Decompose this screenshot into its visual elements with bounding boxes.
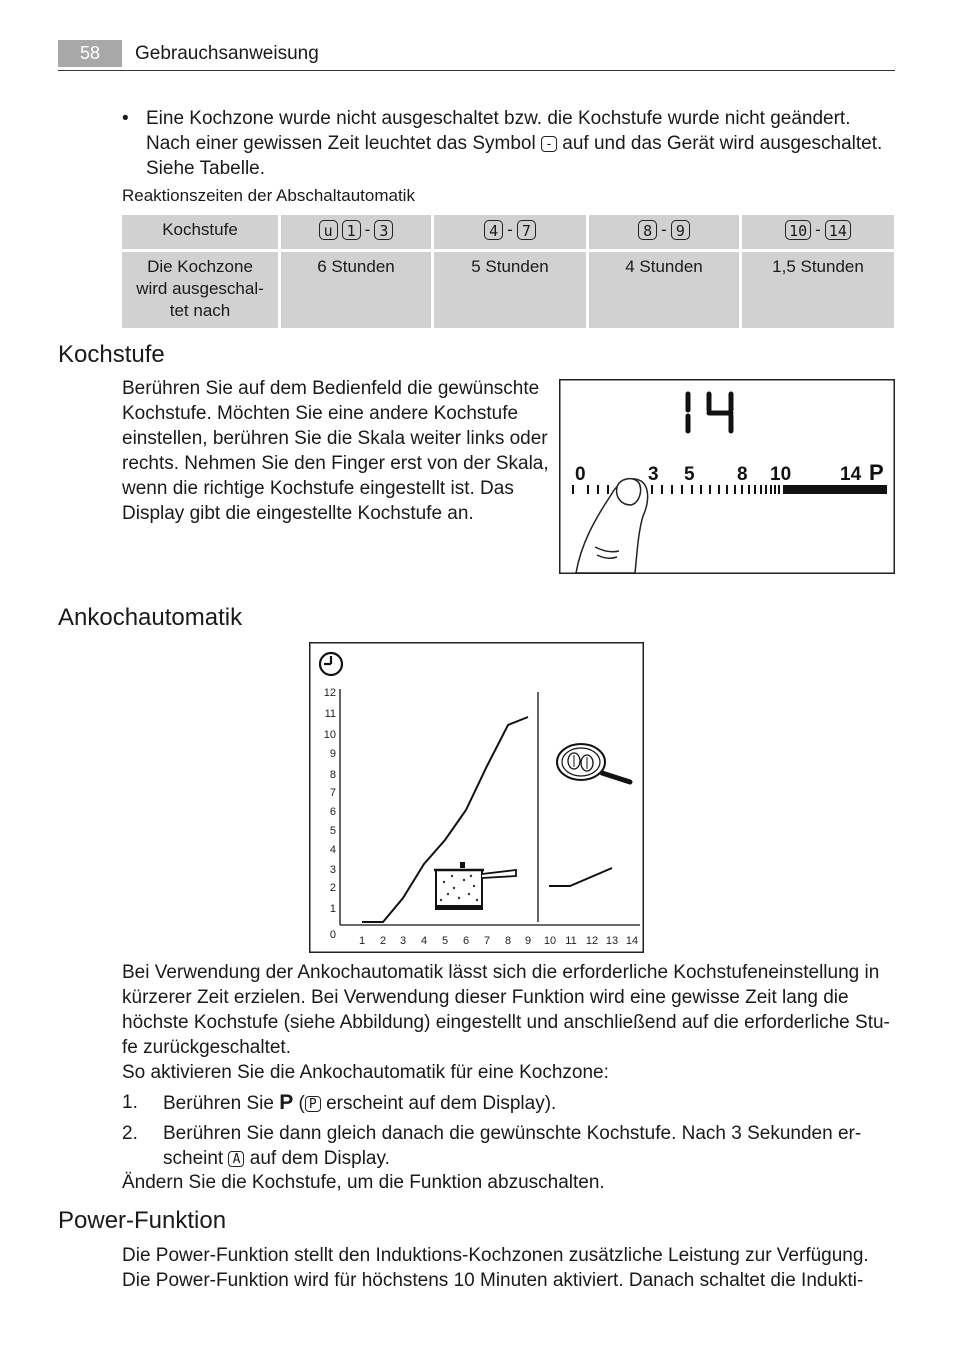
level-symbol-icon: 9	[671, 220, 690, 240]
level-symbol-icon: 10	[785, 220, 811, 240]
intro-line-3: Siehe Tabelle.	[146, 158, 266, 179]
power-paragraph	[122, 1243, 897, 1293]
y-tick: 0	[329, 929, 336, 941]
paragraph-line: Die Power-Funktion stellt den Induktions-Kochzonen zusätzliche Leistung zur Verfügung.	[122, 1245, 869, 1266]
table-cell-value: 1,5 Stunden	[742, 252, 894, 328]
section-heading-kochstufe: Kochstufe	[58, 341, 165, 368]
paragraph-line: Display gibt die eingestellte Kochstufe an.	[122, 503, 474, 524]
x-tick: 13	[605, 935, 619, 947]
step-1-part: erscheint auf dem Display).	[326, 1093, 557, 1114]
scale-label: 3	[648, 464, 659, 485]
level-symbol-icon: 1	[342, 220, 361, 240]
x-tick: 9	[524, 935, 532, 947]
paragraph-line: Die Power-Funktion wird für höchstens 10 Minuten aktiviert. Danach schaltet die Indukti-	[122, 1270, 864, 1291]
level-symbol-icon: 4	[484, 220, 503, 240]
table-header-col-1	[281, 215, 431, 249]
paragraph-line: Kochstufe. Möchten Sie eine andere Kochstufe	[122, 403, 519, 424]
scale-label: 14	[840, 464, 862, 485]
page-number: 58	[58, 40, 122, 67]
paragraph-line: fe zurückgeschaltet.	[122, 1037, 291, 1058]
step-2-line	[163, 1146, 893, 1171]
x-tick: 3	[399, 935, 407, 947]
step-1-part: Berühren Sie	[163, 1093, 274, 1114]
paragraph-line: rechts. Nehmen Sie den Finger erst von der Skala,	[122, 453, 549, 474]
row-label-line: Die Kochzone	[147, 257, 253, 276]
table-cell-value: 6 Stunden	[281, 252, 431, 328]
level-symbol-icon: 3	[374, 220, 393, 240]
running-header-title: Gebrauchsanweisung	[135, 43, 319, 64]
p-display-symbol-icon: P	[305, 1096, 321, 1112]
table-header-col-4	[742, 215, 894, 249]
x-tick: 8	[504, 935, 512, 947]
y-tick: 11	[324, 708, 336, 720]
ankochautomatik-paragraph	[122, 960, 897, 1085]
level-symbol-icon: 8	[638, 220, 657, 240]
y-tick: 5	[329, 825, 336, 837]
y-tick: 2	[329, 882, 336, 894]
x-tick: 11	[565, 935, 577, 947]
range-dash: -	[364, 220, 371, 239]
scale-label-power: P	[869, 460, 884, 485]
scale-fill-bar	[783, 485, 887, 494]
step-2-line: Berühren Sie dann gleich danach die gewünschte Kochstufe. Nach 3 Sekunden er-	[163, 1123, 862, 1144]
y-tick: 6	[329, 806, 336, 818]
paragraph-line: einstellen, berühren Sie die Skala weiter links oder	[122, 428, 548, 449]
level-symbol-icon: 14	[825, 220, 851, 240]
header-rule	[58, 70, 895, 71]
y-tick: 7	[329, 787, 336, 799]
y-tick: 10	[323, 729, 336, 741]
intro-line-2b: auf und das Gerät wird ausgeschaltet.	[562, 133, 883, 154]
a-display-symbol-icon: A	[228, 1151, 244, 1167]
step-2-part: auf dem Display.	[249, 1148, 390, 1169]
x-tick: 2	[379, 935, 387, 947]
section-heading-ankochautomatik: Ankochautomatik	[58, 604, 243, 631]
y-tick: 1	[329, 903, 336, 915]
step-2-text	[163, 1121, 893, 1171]
row-label-line: tet nach	[169, 301, 231, 320]
scale-label: 8	[737, 464, 748, 485]
step-number: 2.	[122, 1123, 138, 1144]
intro-bullet-text	[146, 106, 896, 181]
y-tick: 8	[329, 769, 336, 781]
paragraph-line: Bei Verwendung der Ankochautomatik lässt sich die erforderliche Kochstufeneinstellung in	[122, 962, 880, 983]
paragraph-line: So aktivieren Sie die Ankochautomatik für eine Kochzone:	[122, 1062, 609, 1083]
step-1-text	[163, 1090, 883, 1116]
intro-line-2a: Nach einer gewissen Zeit leuchtet das Symbol	[146, 133, 536, 154]
range-dash: -	[661, 220, 667, 239]
y-tick: 3	[329, 864, 336, 876]
x-tick: 7	[483, 935, 491, 947]
x-tick: 14	[625, 935, 639, 947]
step-1-part: (	[298, 1093, 305, 1114]
scale-label: 5	[684, 464, 695, 485]
table-cell-value: 4 Stunden	[589, 252, 739, 328]
level-symbol-icon: 7	[517, 220, 536, 240]
off-symbol-icon: -	[541, 136, 557, 152]
paragraph-line: kürzerer Zeit erzielen. Bei Verwendung dieser Funktion wird eine gewisse Zeit lang die	[122, 987, 849, 1008]
power-key-icon: P	[279, 1091, 294, 1114]
level-symbol-icon: u	[319, 220, 338, 240]
y-tick: 4	[329, 844, 336, 856]
paragraph-line: Berühren Sie auf dem Bedienfeld die gewünschte	[122, 378, 540, 399]
intro-line-1: Eine Kochzone wurde nicht ausgeschaltet bzw. die Kochstufe wurde nicht geändert.	[146, 108, 851, 129]
range-dash: -	[507, 220, 513, 239]
kochstufe-paragraph	[122, 376, 552, 526]
scale-label: 0	[575, 464, 586, 485]
table-cell-value: 5 Stunden	[434, 252, 586, 328]
x-tick: 5	[441, 935, 449, 947]
row-label-line: wird ausgeschal-	[136, 279, 264, 298]
table-caption: Reaktionszeiten der Abschaltautomatik	[122, 186, 415, 205]
table-header-label: Kochstufe	[122, 215, 278, 249]
x-tick: 1	[358, 935, 366, 947]
scale-label: 10	[770, 464, 792, 485]
ankochautomatik-closing: Ändern Sie die Kochstufe, um die Funktion abzuschalten.	[122, 1172, 605, 1193]
range-dash: -	[815, 220, 821, 239]
x-tick: 4	[420, 935, 428, 947]
y-tick: 9	[329, 748, 336, 760]
x-tick: 6	[462, 935, 470, 947]
paragraph-line: höchste Kochstufe (siehe Abbildung) eingestellt und anschließend auf die erforderliche Stu-	[122, 1012, 890, 1033]
ankochautomatik-diagram	[309, 642, 644, 953]
table-row-label	[122, 252, 278, 328]
intro-line-2	[146, 131, 896, 156]
step-2-part: scheint	[163, 1148, 224, 1169]
table-header-col-2	[434, 215, 586, 249]
paragraph-line: wenn die richtige Kochstufe eingestellt ist. Das	[122, 478, 514, 499]
step-number: 1.	[122, 1092, 138, 1113]
table-header-col-3	[589, 215, 739, 249]
x-tick: 12	[585, 935, 599, 947]
x-tick: 10	[543, 935, 557, 947]
control-panel-illustration	[559, 379, 895, 574]
section-heading-power: Power-Funktion	[58, 1207, 227, 1234]
bullet-mark: •	[122, 108, 129, 129]
y-tick: 12	[323, 687, 336, 699]
